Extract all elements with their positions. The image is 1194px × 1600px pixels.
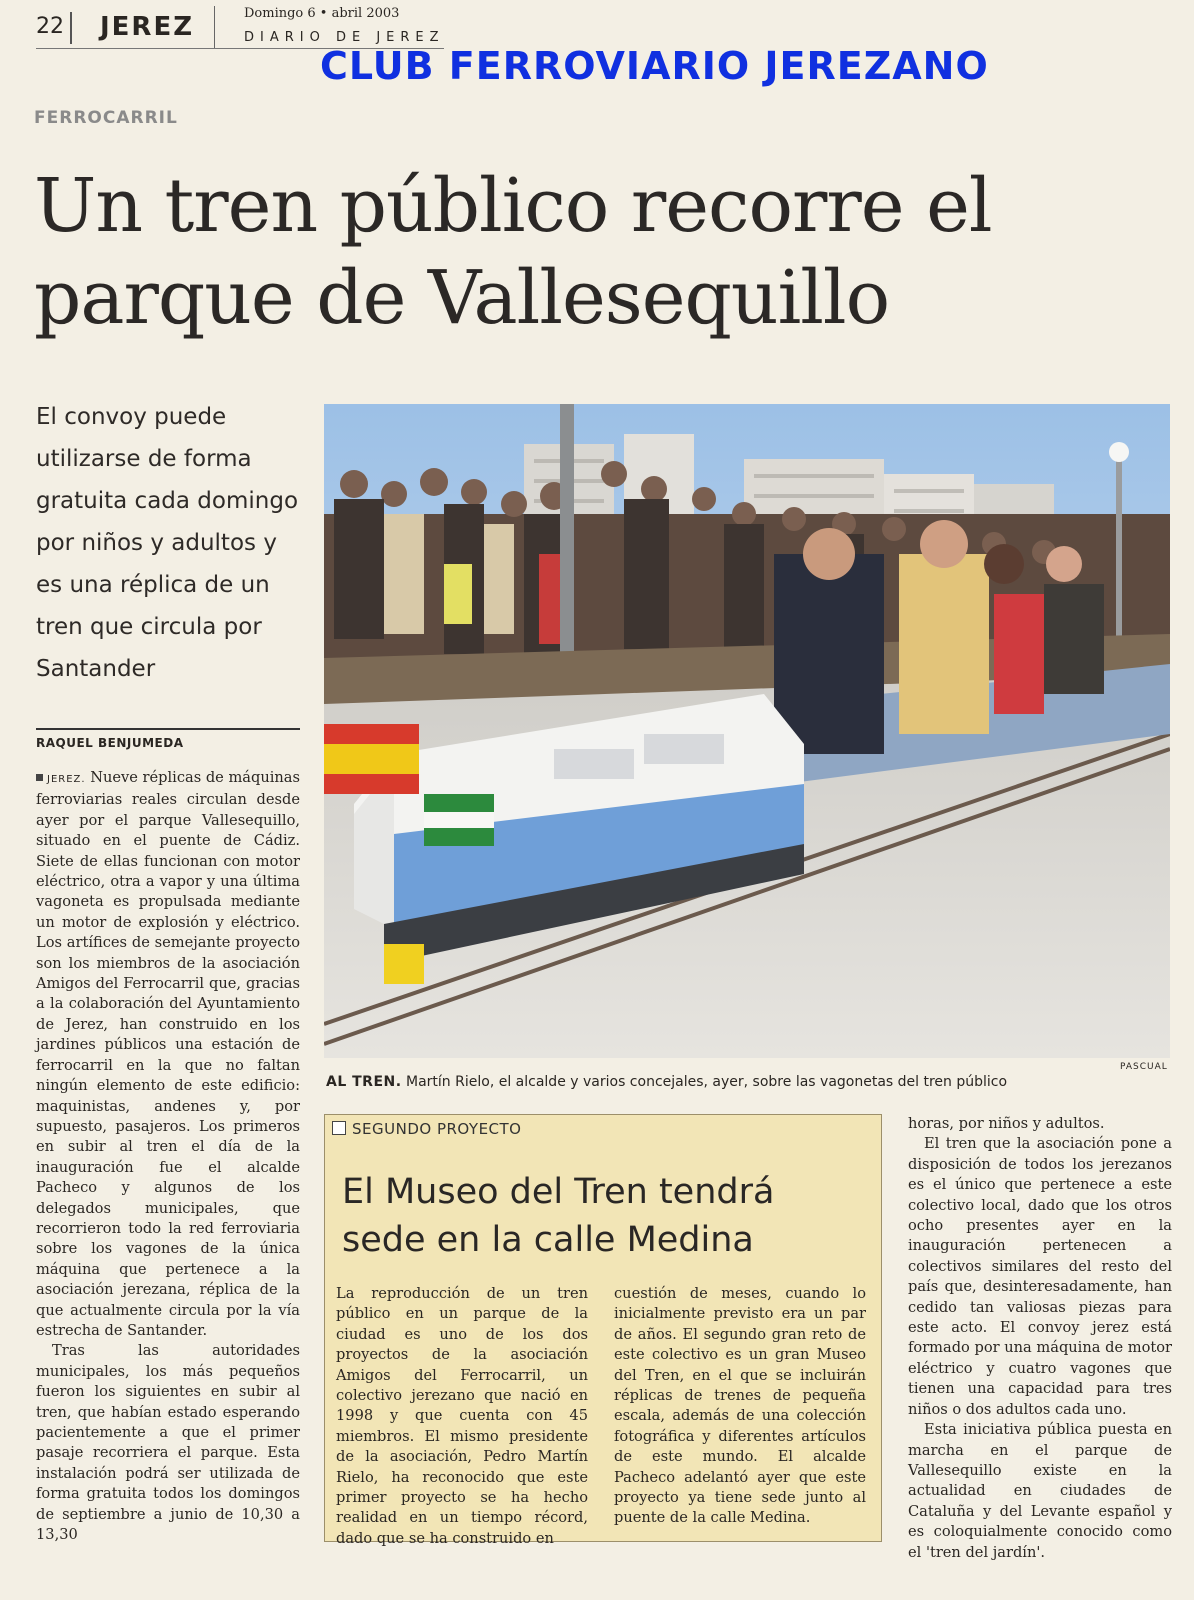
train-photo-illustration [324,404,1170,1058]
photo-caption [326,1074,1166,1090]
byline: RAQUEL BENJUMEDA [36,736,184,750]
section-name: JEREZ [100,12,195,42]
header-divider [70,12,72,44]
dateline: JEREZ. [47,774,86,785]
sidebar-tag [324,1114,882,1144]
byline-rule [36,728,300,730]
article-paragraph: horas, por niños y adultos. [908,1115,1105,1132]
club-banner: CLUB FERROVIARIO JEREZANO [320,44,989,88]
paragraph-text: Nueve réplicas de máquinas ferroviarias reales circulan desde ayer por el parque Vallesequillo, situado en el puente de Cádiz. Siete de ellas funcionan con motor eléctrico, otra a vapor y una última vagoneta es propulsada mediante un motor de explosión y eléctrico. Los artífices de semejante proyecto son los miembros de la asociación Amigos del Ferrocarril que, gracias a la colaboración del Ayuntamiento de Jerez, han construido en los jardines públicos una estación de ferrocarril en la que no faltan ningún elemento de este edificio: maquinistas, andenes y, por supuesto, pasajeros. Los primeros en subir al tren el día de la inauguración fue el alcalde Pacheco y algunos de los delegados municipales, que recorrieron todo la red ferroviaria sobre los vagones de la única máquina que pertenece a la asociación jerezana, réplica de la que actualmente circula por la vía estrecha de Santander. [36,769,300,1339]
sidebar-tag-label: SEGUNDO PROYECTO [352,1120,522,1138]
sidebar-column-1: La reproducción de un tren público en un parque de la ciudad es uno de los dos proyectos de la asociación Amigos del Ferrocarril, un colectivo jerezano que nació en 1998 y que cuenta con 45 miembros. El mismo presidente de la asociación, Pedro Martín Rielo, ha reconocido que este primer proyecto se ha hecho realidad en un tiempo récord, dado que se ha construido en [336,1285,588,1547]
article-kicker: FERROCARRIL [34,108,178,128]
sidebar-column-2: cuestión de meses, cuando lo inicialmente previsto era un par de años. El segundo gran reto de este colectivo es un gran Museo del Tren, en el que se incluirán réplicas de trenes de pequeña escala, además de una colección fotográfica y diferentes artículos de este mundo. El alcalde Pacheco adelantó ayer que este proyecto ya tiene sede junto al puente de la calle Medina. [614,1285,866,1527]
sidebar-title: El Museo del Tren tendrá sede en la calle Medina [342,1172,775,1260]
article-headline: Un tren público recorre el parque de Vallesequillo [34,163,992,341]
article-paragraph: Esta iniciativa pública puesta en marcha en el parque de Vallesequillo existe en la actualidad en ciudades de Cataluña y del Levante español y es coloquialmente conocido como el 'tren del jardín'. [908,1421,1172,1561]
newspaper-name: DIARIO DE JEREZ [244,30,445,45]
page-number: 22 [36,14,64,39]
photo-credit: PASCUAL [1120,1062,1168,1072]
checkbox-icon [332,1121,346,1135]
article-column-1 [36,768,300,1545]
caption-lead: AL TREN. [326,1074,402,1090]
article-paragraph: El tren que la asociación pone a disposición de todos los jerezanos es el único que pertenece a este colectivo local, dado que los otros ocho presentes ayer en la inauguración pertenecen a colectivos similares del resto del país que, desinteresadamente, han cedido tan valiosas piezas para este acto. El convoy jerez está formado por una máquina de motor eléctrico y cuatro vagones que tienen una capacidad para tres niños o dos adultos cada uno. [908,1135,1172,1418]
article-paragraph [36,768,300,1341]
article-column-3 [908,1114,1172,1563]
article-paragraph: Tras las autoridades municipales, los más pequeños fueron los siguientes en subir al tren, que habían estado esperando pacientemente a que el primer pasaje recorriera el parque. Esta instalación podrá ser utilizada de forma gratuita todos los domingos de septiembre a junio de 10,30 a 13,30 [36,1342,300,1544]
square-bullet-icon [36,774,43,781]
article-subheadline: El convoy puede utilizarse de forma gratuita cada domingo por niños y adultos y es una réplica de un tren que circula por Santander [36,404,299,682]
train-photo [324,404,1170,1058]
caption-text: Martín Rielo, el alcalde y varios concejales, ayer, sobre las vagonetas del tren público [406,1074,1008,1090]
issue-date: Domingo 6 • abril 2003 [244,6,400,21]
header-divider [214,6,215,48]
